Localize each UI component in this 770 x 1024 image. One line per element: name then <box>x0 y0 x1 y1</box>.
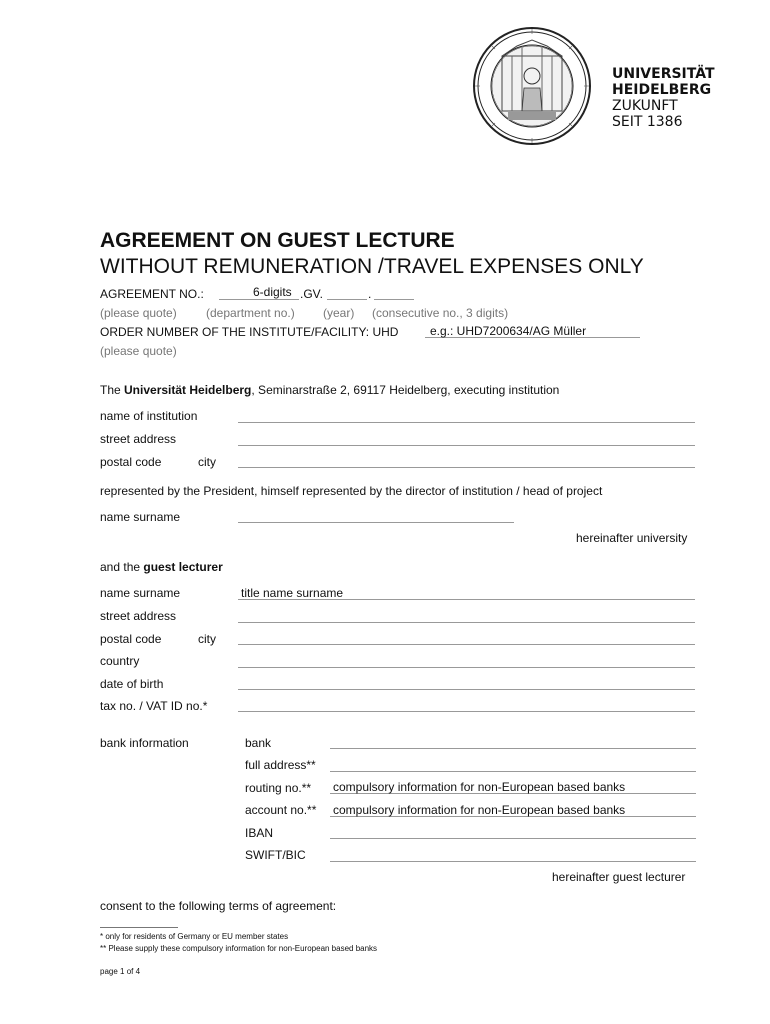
hint-department: (department no.) <box>206 306 295 320</box>
swift-label: SWIFT/BIC <box>245 848 306 862</box>
brand-line-1: UNIVERSITÄT <box>612 66 715 82</box>
hereinafter-university: hereinafter university <box>576 531 688 545</box>
footnote-2: ** Please supply these compulsory information for non-European based banks <box>100 944 378 953</box>
brand-line-2: HEIDELBERG <box>612 82 712 98</box>
page-number: page 1 of 4 <box>100 967 141 976</box>
university-postal-field[interactable] <box>238 467 695 468</box>
agreement-no-value[interactable]: 6-digits <box>253 285 292 299</box>
guest-intro: and the guest lecturer <box>100 560 223 574</box>
bank-address-field[interactable] <box>330 771 696 772</box>
bank-name-label: bank <box>245 736 272 750</box>
guest-dob-label: date of birth <box>100 677 164 691</box>
guest-postal-label: postal code <box>100 632 162 646</box>
bank-info-label: bank information <box>100 736 189 750</box>
guest-postal-field[interactable] <box>238 644 695 645</box>
university-name-field[interactable] <box>238 522 514 523</box>
guest-name-label: name surname <box>100 586 181 600</box>
university-street-label: street address <box>100 432 177 446</box>
swift-field[interactable] <box>330 861 696 862</box>
university-postal-label: postal code <box>100 455 162 469</box>
order-number-label: ORDER NUMBER OF THE INSTITUTE/FACILITY: UHD <box>100 325 399 339</box>
iban-label: IBAN <box>245 826 274 840</box>
agreement-no-label: AGREEMENT NO.: <box>100 287 204 301</box>
guest-street-label: street address <box>100 609 177 623</box>
hint-year: (year) <box>323 306 355 320</box>
university-name-label: name surname <box>100 510 181 524</box>
order-number-value[interactable]: e.g.: UHD7200634/AG Müller <box>430 324 587 338</box>
university-wordmark <box>612 66 715 130</box>
iban-field[interactable] <box>330 838 696 839</box>
consent-text: consent to the following terms of agreement: <box>100 899 337 913</box>
university-street-field[interactable] <box>238 445 695 446</box>
routing-label: routing no.** <box>245 781 312 795</box>
guest-street-field[interactable] <box>238 622 695 623</box>
university-city-label: city <box>198 455 216 469</box>
document-subtitle: WITHOUT REMUNERATION /TRAVEL EXPENSES ONLY <box>100 255 644 278</box>
guest-country-label: country <box>100 654 140 668</box>
order-number-hint: (please quote) <box>100 344 177 358</box>
footnote-divider <box>100 927 178 928</box>
university-seal-logo <box>472 26 592 146</box>
guest-name-field[interactable]: title name surname <box>241 586 344 600</box>
bank-address-label: full address** <box>245 758 316 772</box>
university-intro: The Universität Heidelberg, Seminarstraße 2, 69117 Heidelberg, executing institution <box>100 383 560 397</box>
brand-line-4: SEIT 1386 <box>612 114 683 130</box>
guest-dob-field[interactable] <box>238 689 695 690</box>
document-title: AGREEMENT ON GUEST LECTURE <box>100 229 455 252</box>
hint-please-quote: (please quote) <box>100 306 177 320</box>
footnote-1: * only for residents of Germany or EU member states <box>100 932 289 941</box>
hint-consecutive: (consecutive no., 3 digits) <box>372 306 509 320</box>
routing-field[interactable]: compulsory information for non-European based banks <box>333 780 626 794</box>
institution-name-label: name of institution <box>100 409 198 423</box>
institution-name-field[interactable] <box>238 422 695 423</box>
guest-city-label: city <box>198 632 216 646</box>
guest-tax-label: tax no. / VAT ID no.* <box>100 699 208 713</box>
brand-line-3: ZUKUNFT <box>612 98 678 114</box>
account-field[interactable]: compulsory information for non-European based banks <box>333 803 626 817</box>
bank-name-field[interactable] <box>330 748 696 749</box>
guest-country-field[interactable] <box>238 667 695 668</box>
guest-tax-field[interactable] <box>238 711 695 712</box>
hereinafter-guest: hereinafter guest lecturer <box>552 870 686 884</box>
account-label: account no.** <box>245 803 317 817</box>
agreement-no-suffix: .GV. <box>300 287 323 301</box>
represented-text: represented by the President, himself represented by the director of institution / head of project <box>100 484 603 498</box>
